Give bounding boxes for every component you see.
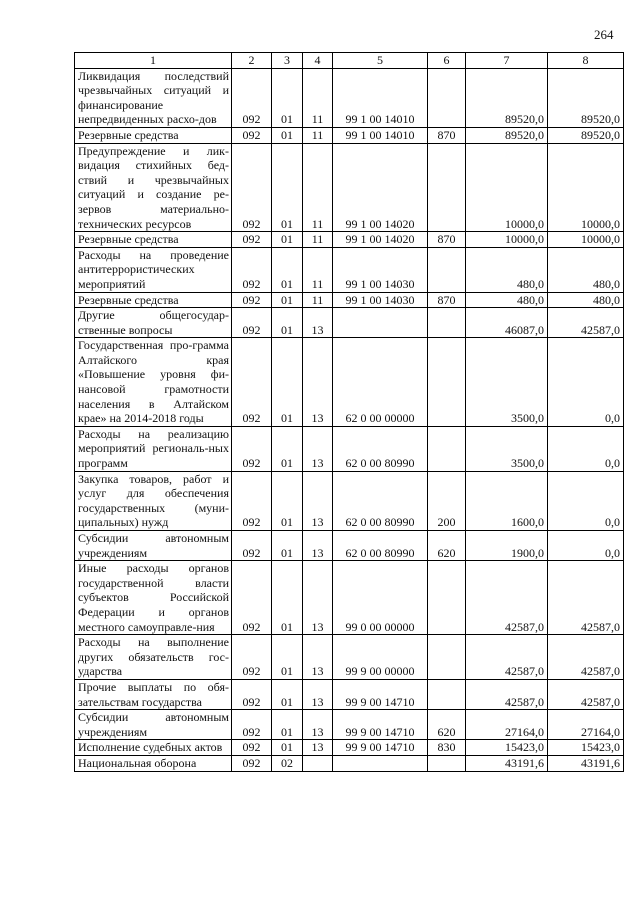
subsection-code: 13 — [303, 531, 333, 561]
target-article: 62 0 00 80990 — [333, 531, 428, 561]
subsection-code: 11 — [303, 127, 333, 143]
target-article: 62 0 00 80990 — [333, 426, 428, 471]
target-article: 99 1 00 14020 — [333, 143, 428, 232]
admin-code: 092 — [232, 143, 272, 232]
section-code: 01 — [272, 68, 303, 127]
item-name: Расходы на реализацию мероприятий региональ-ных программ — [75, 426, 232, 471]
amount-col8: 480,0 — [548, 247, 624, 292]
subsection-code: 11 — [303, 232, 333, 248]
expense-type — [428, 338, 466, 427]
item-name: Предупреждение и лик-видация стихийных бед-ствий и чрезвычайных ситуаций и создание ре-зервов материально-технических ресурсов — [75, 143, 232, 232]
item-name: Резервные средства — [75, 232, 232, 248]
target-article: 99 1 00 14010 — [333, 68, 428, 127]
column-header: 6 — [428, 53, 466, 69]
admin-code: 092 — [232, 68, 272, 127]
amount-col7: 46087,0 — [466, 308, 548, 338]
target-article: 62 0 00 80990 — [333, 471, 428, 530]
subsection-code: 13 — [303, 338, 333, 427]
target-article — [333, 755, 428, 771]
item-name: Иные расходы органов государственной власти субъектов Российской Федерации и органов местного самоуправле-ния — [75, 561, 232, 635]
table-row — [75, 68, 624, 127]
amount-col8: 0,0 — [548, 338, 624, 427]
table-row — [75, 338, 624, 427]
table-body — [75, 53, 624, 772]
expense-type: 870 — [428, 232, 466, 248]
amount-col7: 480,0 — [466, 247, 548, 292]
target-article: 62 0 00 00000 — [333, 338, 428, 427]
table-row — [75, 127, 624, 143]
amount-col8: 89520,0 — [548, 127, 624, 143]
admin-code: 092 — [232, 561, 272, 635]
table-row — [75, 635, 624, 680]
item-name: Прочие выплаты по обя-зательствам государства — [75, 679, 232, 709]
admin-code: 092 — [232, 308, 272, 338]
column-header: 1 — [75, 53, 232, 69]
section-code: 01 — [272, 292, 303, 308]
column-header: 3 — [272, 53, 303, 69]
expense-type — [428, 426, 466, 471]
table-row — [75, 755, 624, 771]
target-article: 99 1 00 14030 — [333, 292, 428, 308]
column-header: 2 — [232, 53, 272, 69]
amount-col8: 89520,0 — [548, 68, 624, 127]
amount-col7: 480,0 — [466, 292, 548, 308]
subsection-code: 13 — [303, 426, 333, 471]
amount-col8: 10000,0 — [548, 232, 624, 248]
section-code: 01 — [272, 232, 303, 248]
amount-col7: 27164,0 — [466, 710, 548, 740]
admin-code: 092 — [232, 710, 272, 740]
section-code: 01 — [272, 531, 303, 561]
expense-type: 830 — [428, 740, 466, 756]
amount-col7: 42587,0 — [466, 635, 548, 680]
expense-type — [428, 635, 466, 680]
table-row — [75, 247, 624, 292]
column-header: 5 — [333, 53, 428, 69]
subsection-code: 11 — [303, 247, 333, 292]
expense-type: 620 — [428, 531, 466, 561]
page-number: 264 — [594, 27, 614, 42]
admin-code: 092 — [232, 755, 272, 771]
amount-col8: 27164,0 — [548, 710, 624, 740]
target-article: 99 9 00 00000 — [333, 635, 428, 680]
amount-col7: 42587,0 — [466, 561, 548, 635]
amount-col8: 42587,0 — [548, 679, 624, 709]
subsection-code: 13 — [303, 561, 333, 635]
expense-type — [428, 561, 466, 635]
subsection-code: 13 — [303, 635, 333, 680]
admin-code: 092 — [232, 292, 272, 308]
amount-col7: 1900,0 — [466, 531, 548, 561]
expense-type — [428, 679, 466, 709]
amount-col8: 0,0 — [548, 426, 624, 471]
amount-col7: 3500,0 — [466, 338, 548, 427]
item-name: Исполнение судебных актов — [75, 740, 232, 756]
admin-code: 092 — [232, 338, 272, 427]
admin-code: 092 — [232, 247, 272, 292]
expense-type — [428, 68, 466, 127]
item-name: Ликвидация последствий чрезвычайных ситуаций и финансирование непредвиденных расхо-дов — [75, 68, 232, 127]
target-article: 99 9 00 14710 — [333, 679, 428, 709]
admin-code: 092 — [232, 635, 272, 680]
amount-col8: 43191,6 — [548, 755, 624, 771]
admin-code: 092 — [232, 426, 272, 471]
admin-code: 092 — [232, 531, 272, 561]
amount-col8: 0,0 — [548, 471, 624, 530]
expense-type: 200 — [428, 471, 466, 530]
table-row — [75, 471, 624, 530]
subsection-code: 13 — [303, 740, 333, 756]
item-name: Расходы на выполнение других обязательств гос-ударства — [75, 635, 232, 680]
expense-type: 870 — [428, 292, 466, 308]
amount-col8: 42587,0 — [548, 561, 624, 635]
subsection-code — [303, 755, 333, 771]
table-row — [75, 679, 624, 709]
admin-code: 092 — [232, 740, 272, 756]
expense-type — [428, 308, 466, 338]
amount-col8: 42587,0 — [548, 635, 624, 680]
admin-code: 092 — [232, 679, 272, 709]
item-name: Национальная оборона — [75, 755, 232, 771]
table-row — [75, 531, 624, 561]
amount-col8: 0,0 — [548, 531, 624, 561]
amount-col8: 10000,0 — [548, 143, 624, 232]
section-code: 01 — [272, 247, 303, 292]
subsection-code: 13 — [303, 308, 333, 338]
section-code: 01 — [272, 710, 303, 740]
section-code: 01 — [272, 635, 303, 680]
section-code: 01 — [272, 471, 303, 530]
subsection-code: 11 — [303, 143, 333, 232]
item-name: Субсидии автономным учреждениям — [75, 710, 232, 740]
table-row — [75, 232, 624, 248]
table-row — [75, 143, 624, 232]
expense-type — [428, 247, 466, 292]
subsection-code: 11 — [303, 68, 333, 127]
item-name: Субсидии автономным учреждениям — [75, 531, 232, 561]
section-code: 01 — [272, 679, 303, 709]
amount-col7: 43191,6 — [466, 755, 548, 771]
subsection-code: 13 — [303, 710, 333, 740]
section-code: 01 — [272, 426, 303, 471]
table-row — [75, 710, 624, 740]
amount-col7: 15423,0 — [466, 740, 548, 756]
item-name: Другие общегосудар-ственные вопросы — [75, 308, 232, 338]
amount-col7: 1600,0 — [466, 471, 548, 530]
table-row — [75, 426, 624, 471]
subsection-code: 13 — [303, 471, 333, 530]
item-name: Закупка товаров, работ и услуг для обеспечения государственных (муни-ципальных) нужд — [75, 471, 232, 530]
expense-type — [428, 755, 466, 771]
table-row — [75, 308, 624, 338]
section-code: 02 — [272, 755, 303, 771]
section-code: 01 — [272, 143, 303, 232]
section-code: 01 — [272, 127, 303, 143]
header-row — [75, 53, 624, 69]
expense-type: 870 — [428, 127, 466, 143]
target-article: 99 1 00 14020 — [333, 232, 428, 248]
target-article: 99 9 00 14710 — [333, 710, 428, 740]
table-row — [75, 561, 624, 635]
amount-col8: 480,0 — [548, 292, 624, 308]
table-row — [75, 292, 624, 308]
amount-col7: 3500,0 — [466, 426, 548, 471]
item-name: Резервные средства — [75, 127, 232, 143]
amount-col7: 89520,0 — [466, 68, 548, 127]
target-article: 99 1 00 14030 — [333, 247, 428, 292]
target-article: 99 0 00 00000 — [333, 561, 428, 635]
amount-col7: 89520,0 — [466, 127, 548, 143]
amount-col7: 42587,0 — [466, 679, 548, 709]
section-code: 01 — [272, 338, 303, 427]
budget-table — [74, 52, 624, 772]
column-header: 7 — [466, 53, 548, 69]
amount-col7: 10000,0 — [466, 232, 548, 248]
subsection-code: 13 — [303, 679, 333, 709]
item-name: Расходы на проведение антитеррористических мероприятий — [75, 247, 232, 292]
subsection-code: 11 — [303, 292, 333, 308]
amount-col8: 42587,0 — [548, 308, 624, 338]
target-article: 99 1 00 14010 — [333, 127, 428, 143]
admin-code: 092 — [232, 127, 272, 143]
expense-type: 620 — [428, 710, 466, 740]
item-name: Резервные средства — [75, 292, 232, 308]
item-name: Государственная про-грамма Алтайского края «Повышение уровня фи-нансовой грамотности населения в Алтайском крае» на 2014-2018 годы — [75, 338, 232, 427]
target-article: 99 9 00 14710 — [333, 740, 428, 756]
column-header: 8 — [548, 53, 624, 69]
section-code: 01 — [272, 740, 303, 756]
section-code: 01 — [272, 308, 303, 338]
table-row — [75, 740, 624, 756]
admin-code: 092 — [232, 471, 272, 530]
admin-code: 092 — [232, 232, 272, 248]
amount-col7: 10000,0 — [466, 143, 548, 232]
section-code: 01 — [272, 561, 303, 635]
column-header: 4 — [303, 53, 333, 69]
expense-type — [428, 143, 466, 232]
target-article — [333, 308, 428, 338]
amount-col8: 15423,0 — [548, 740, 624, 756]
